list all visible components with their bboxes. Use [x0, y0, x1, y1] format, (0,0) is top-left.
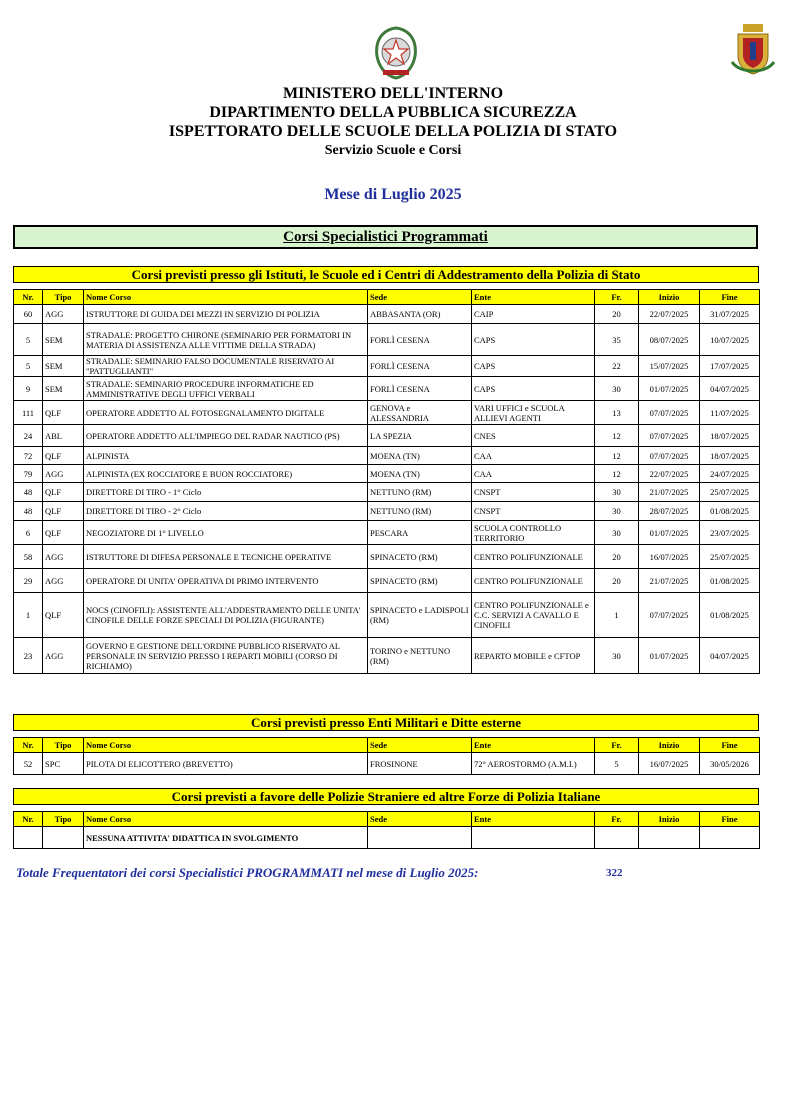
cell-tipo: QLF: [43, 401, 84, 425]
cell-nr: 58: [14, 545, 43, 569]
cell-sede: SPINACETO (RM): [368, 569, 472, 593]
cell-sede: MOENA (TN): [368, 447, 472, 465]
cell-inizio: 07/07/2025: [639, 447, 700, 465]
table-row: [14, 483, 760, 502]
table-row: [14, 425, 760, 447]
cell-fr: 1: [595, 593, 639, 638]
cell-fr: 20: [595, 569, 639, 593]
cell-sede: MOENA (TN): [368, 465, 472, 483]
cell-ente: CAPS: [472, 356, 595, 377]
cell-inizio: 08/07/2025: [639, 324, 700, 356]
cell-nome: OPERATORE ADDETTO ALL'IMPIEGO DEL RADAR NAUTICO (PS): [84, 425, 368, 447]
cell-fr: 20: [595, 305, 639, 324]
cell-inizio: [639, 827, 700, 849]
cell-sede: FORLÌ CESENA: [368, 377, 472, 401]
cell-fine: 10/07/2025: [700, 324, 760, 356]
cell-nr: 52: [14, 753, 43, 775]
polizia-di-stato-crest-icon: [730, 22, 776, 78]
cell-fr: 35: [595, 324, 639, 356]
cell-nr: [14, 827, 43, 849]
cell-ente: CENTRO POLIFUNZIONALE e C.C. SERVIZI A CAVALLO E CINOFILI: [472, 593, 595, 638]
cell-inizio: 07/07/2025: [639, 593, 700, 638]
cell-fine: 11/07/2025: [700, 401, 760, 425]
cell-fr: 13: [595, 401, 639, 425]
col-ente: Ente: [472, 738, 595, 753]
cell-sede: [368, 827, 472, 849]
table-row: [14, 502, 760, 521]
cell-sede: FORLÌ CESENA: [368, 356, 472, 377]
cell-fr: 30: [595, 483, 639, 502]
cell-fine: 18/07/2025: [700, 447, 760, 465]
cell-sede: LA SPEZIA: [368, 425, 472, 447]
cell-sede: NETTUNO (RM): [368, 502, 472, 521]
cell-nome: DIRETTORE DI TIRO - 1° Ciclo: [84, 483, 368, 502]
col-nome: Nome Corso: [84, 290, 368, 305]
table-row: [14, 521, 760, 545]
inspectorate-title: ISPETTORATO DELLE SCUOLE DELLA POLIZIA DI STATO: [168, 123, 618, 140]
col-inizio: Inizio: [639, 290, 700, 305]
cell-ente: CENTRO POLIFUNZIONALE: [472, 569, 595, 593]
cell-ente: REPARTO MOBILE e CFTOP: [472, 638, 595, 674]
cell-tipo: AGG: [43, 569, 84, 593]
cell-fine: 04/07/2025: [700, 638, 760, 674]
total-value: 322: [606, 867, 623, 879]
cell-fr: 12: [595, 425, 639, 447]
col-nr: Nr.: [14, 738, 43, 753]
cell-fine: 30/05/2026: [700, 753, 760, 775]
cell-nr: 29: [14, 569, 43, 593]
cell-nome: OPERATORE DI UNITA' OPERATIVA DI PRIMO INTERVENTO: [84, 569, 368, 593]
section1-table: [13, 289, 760, 674]
cell-nr: 1: [14, 593, 43, 638]
col-fine: Fine: [700, 812, 760, 827]
table-row: [14, 324, 760, 356]
col-fr: Fr.: [595, 812, 639, 827]
cell-inizio: 07/07/2025: [639, 401, 700, 425]
table-header-row: [14, 290, 760, 305]
col-nome: Nome Corso: [84, 812, 368, 827]
col-fine: Fine: [700, 738, 760, 753]
cell-nr: 5: [14, 324, 43, 356]
cell-inizio: 01/07/2025: [639, 377, 700, 401]
cell-ente: CENTRO POLIFUNZIONALE: [472, 545, 595, 569]
cell-inizio: 01/07/2025: [639, 521, 700, 545]
cell-fine: 25/07/2025: [700, 545, 760, 569]
cell-ente: VARI UFFICI e SCUOLA ALLIEVI AGENTI: [472, 401, 595, 425]
cell-fr: 12: [595, 447, 639, 465]
section1-title: Corsi previsti presso gli Istituti, le Scuole ed i Centri di Addestramento della Polizia di Stato: [13, 266, 759, 283]
cell-ente: SCUOLA CONTROLLO TERRITORIO: [472, 521, 595, 545]
cell-fine: 24/07/2025: [700, 465, 760, 483]
cell-nr: 23: [14, 638, 43, 674]
cell-nome: STRADALE: PROGETTO CHIRONE (SEMINARIO PER FORMATORI IN MATERIA DI ASSISTENZA ALLE VITTIME DELLA STRADA): [84, 324, 368, 356]
cell-nome: ALPINISTA: [84, 447, 368, 465]
cell-fine: 23/07/2025: [700, 521, 760, 545]
cell-tipo: AGG: [43, 305, 84, 324]
total-label: Totale Frequentatori dei corsi Specialistici PROGRAMMATI nel mese di Luglio 2025:: [16, 865, 479, 880]
main-title: Corsi Specialistici Programmati: [283, 229, 488, 245]
cell-tipo: AGG: [43, 465, 84, 483]
cell-tipo: SPC: [43, 753, 84, 775]
cell-tipo: SEM: [43, 377, 84, 401]
cell-fine: 01/08/2025: [700, 502, 760, 521]
cell-fine: 01/08/2025: [700, 569, 760, 593]
cell-ente: CAA: [472, 447, 595, 465]
cell-nr: 9: [14, 377, 43, 401]
cell-ente: CAPS: [472, 324, 595, 356]
cell-fine: 01/08/2025: [700, 593, 760, 638]
cell-inizio: 22/07/2025: [639, 465, 700, 483]
cell-nome: STRADALE: SEMINARIO PROCEDURE INFORMATICHE ED AMMINISTRATIVE DEGLI UFFICI VERBALI: [84, 377, 368, 401]
table-header-row: [14, 812, 760, 827]
cell-tipo: QLF: [43, 447, 84, 465]
cell-sede: PESCARA: [368, 521, 472, 545]
cell-inizio: 16/07/2025: [639, 545, 700, 569]
cell-sede: SPINACETO (RM): [368, 545, 472, 569]
cell-sede: ABBASANTA (OR): [368, 305, 472, 324]
cell-ente: CAIP: [472, 305, 595, 324]
col-sede: Sede: [368, 812, 472, 827]
table-row: [14, 753, 760, 775]
col-fine: Fine: [700, 290, 760, 305]
cell-fine: [700, 827, 760, 849]
cell-inizio: 21/07/2025: [639, 569, 700, 593]
cell-fine: 31/07/2025: [700, 305, 760, 324]
cell-ente: [472, 827, 595, 849]
cell-fine: 18/07/2025: [700, 425, 760, 447]
cell-ente: CNES: [472, 425, 595, 447]
col-fr: Fr.: [595, 290, 639, 305]
cell-nr: 79: [14, 465, 43, 483]
cell-tipo: AGG: [43, 545, 84, 569]
cell-sede: FORLÌ CESENA: [368, 324, 472, 356]
cell-nr: 48: [14, 502, 43, 521]
cell-fr: 30: [595, 638, 639, 674]
table-row: [14, 447, 760, 465]
cell-nome: NOCS (CINOFILI): ASSISTENTE ALL'ADDESTRAMENTO DELLE UNITA' CINOFILE DELLE FORZE SPECIALI DI POLIZIA (FIGURANTE): [84, 593, 368, 638]
cell-sede: NETTUNO (RM): [368, 483, 472, 502]
col-nr: Nr.: [14, 812, 43, 827]
cell-tipo: AGG: [43, 638, 84, 674]
cell-inizio: 01/07/2025: [639, 638, 700, 674]
col-tipo: Tipo: [43, 290, 84, 305]
cell-ente: CNSPT: [472, 502, 595, 521]
cell-tipo: SEM: [43, 356, 84, 377]
cell-fr: 5: [595, 753, 639, 775]
section3-title: Corsi previsti a favore delle Polizie Straniere ed altre Forze di Polizia Italiane: [13, 788, 759, 805]
cell-nome: NESSUNA ATTIVITA' DIDATTICA IN SVOLGIMENTO: [84, 827, 368, 849]
cell-nome: NEGOZIATORE DI 1° LIVELLO: [84, 521, 368, 545]
table-row: [14, 638, 760, 674]
cell-ente: 72° AEROSTORMO (A.M.I.): [472, 753, 595, 775]
table-row: [14, 377, 760, 401]
cell-nome: ISTRUTTORE DI DIFESA PERSONALE E TECNICHE OPERATIVE: [84, 545, 368, 569]
table-row: [14, 593, 760, 638]
cell-ente: CAPS: [472, 377, 595, 401]
cell-nr: 60: [14, 305, 43, 324]
cell-nome: PILOTA DI ELICOTTERO (BREVETTO): [84, 753, 368, 775]
cell-nr: 6: [14, 521, 43, 545]
cell-nome: ALPINISTA (EX ROCCIATORE E BUON ROCCIATORE): [84, 465, 368, 483]
cell-nr: 48: [14, 483, 43, 502]
cell-inizio: 22/07/2025: [639, 305, 700, 324]
cell-nome: STRADALE: SEMINARIO FALSO DOCUMENTALE RISERVATO AI "PATTUGLIANTI": [84, 356, 368, 377]
cell-sede: TORINO e NETTUNO (RM): [368, 638, 472, 674]
cell-inizio: 28/07/2025: [639, 502, 700, 521]
col-sede: Sede: [368, 290, 472, 305]
ministry-title: MINISTERO DELL'INTERNO: [282, 85, 504, 102]
col-fr: Fr.: [595, 738, 639, 753]
department-title: DIPARTIMENTO DELLA PUBBLICA SICUREZZA: [209, 104, 577, 121]
cell-nr: 5: [14, 356, 43, 377]
table-row: [14, 401, 760, 425]
table-row: [14, 545, 760, 569]
cell-nr: 72: [14, 447, 43, 465]
cell-nr: 111: [14, 401, 43, 425]
cell-inizio: 07/07/2025: [639, 425, 700, 447]
cell-nome: DIRETTORE DI TIRO - 2° Ciclo: [84, 502, 368, 521]
table-header-row: [14, 738, 760, 753]
cell-nome: OPERATORE ADDETTO AL FOTOSEGNALAMENTO DIGITALE: [84, 401, 368, 425]
section3-table: [13, 811, 760, 849]
cell-ente: CAA: [472, 465, 595, 483]
table-row: [14, 356, 760, 377]
col-sede: Sede: [368, 738, 472, 753]
col-ente: Ente: [472, 812, 595, 827]
cell-fine: 25/07/2025: [700, 483, 760, 502]
col-nome: Nome Corso: [84, 738, 368, 753]
col-inizio: Inizio: [639, 812, 700, 827]
col-nr: Nr.: [14, 290, 43, 305]
table-row: [14, 465, 760, 483]
cell-tipo: ABL: [43, 425, 84, 447]
cell-inizio: 21/07/2025: [639, 483, 700, 502]
cell-fr: [595, 827, 639, 849]
cell-tipo: QLF: [43, 521, 84, 545]
col-tipo: Tipo: [43, 738, 84, 753]
cell-nome: ISTRUTTORE DI GUIDA DEI MEZZI IN SERVIZIO DI POLIZIA: [84, 305, 368, 324]
cell-tipo: QLF: [43, 593, 84, 638]
cell-fine: 17/07/2025: [700, 356, 760, 377]
cell-ente: CNSPT: [472, 483, 595, 502]
cell-tipo: [43, 827, 84, 849]
service-title: Servizio Scuole e Corsi: [324, 143, 462, 158]
cell-fine: 04/07/2025: [700, 377, 760, 401]
cell-fr: 20: [595, 545, 639, 569]
cell-fr: 12: [595, 465, 639, 483]
col-inizio: Inizio: [639, 738, 700, 753]
italian-republic-emblem-icon: [371, 24, 421, 80]
cell-tipo: QLF: [43, 483, 84, 502]
cell-sede: GENOVA e ALESSANDRIA: [368, 401, 472, 425]
cell-tipo: QLF: [43, 502, 84, 521]
cell-sede: FROSINONE: [368, 753, 472, 775]
cell-tipo: SEM: [43, 324, 84, 356]
cell-fr: 30: [595, 502, 639, 521]
table-row: [14, 569, 760, 593]
cell-sede: SPINACETO e LADISPOLI (RM): [368, 593, 472, 638]
main-title-box: [13, 225, 758, 249]
cell-inizio: 16/07/2025: [639, 753, 700, 775]
month-title: Mese di Luglio 2025: [324, 186, 462, 203]
cell-fr: 30: [595, 377, 639, 401]
cell-fr: 22: [595, 356, 639, 377]
col-tipo: Tipo: [43, 812, 84, 827]
section2-title: Corsi previsti presso Enti Militari e Ditte esterne: [13, 714, 759, 731]
section2-table: [13, 737, 760, 775]
table-row: [14, 827, 760, 849]
col-ente: Ente: [472, 290, 595, 305]
table-row: [14, 305, 760, 324]
cell-inizio: 15/07/2025: [639, 356, 700, 377]
cell-fr: 30: [595, 521, 639, 545]
cell-nome: GOVERNO E GESTIONE DELL'ORDINE PUBBLICO RISERVATO AL PERSONALE IN SERVIZIO PRESSO I REPARTI MOBILI (CORSO DI RICHIAMO): [84, 638, 368, 674]
cell-nr: 24: [14, 425, 43, 447]
